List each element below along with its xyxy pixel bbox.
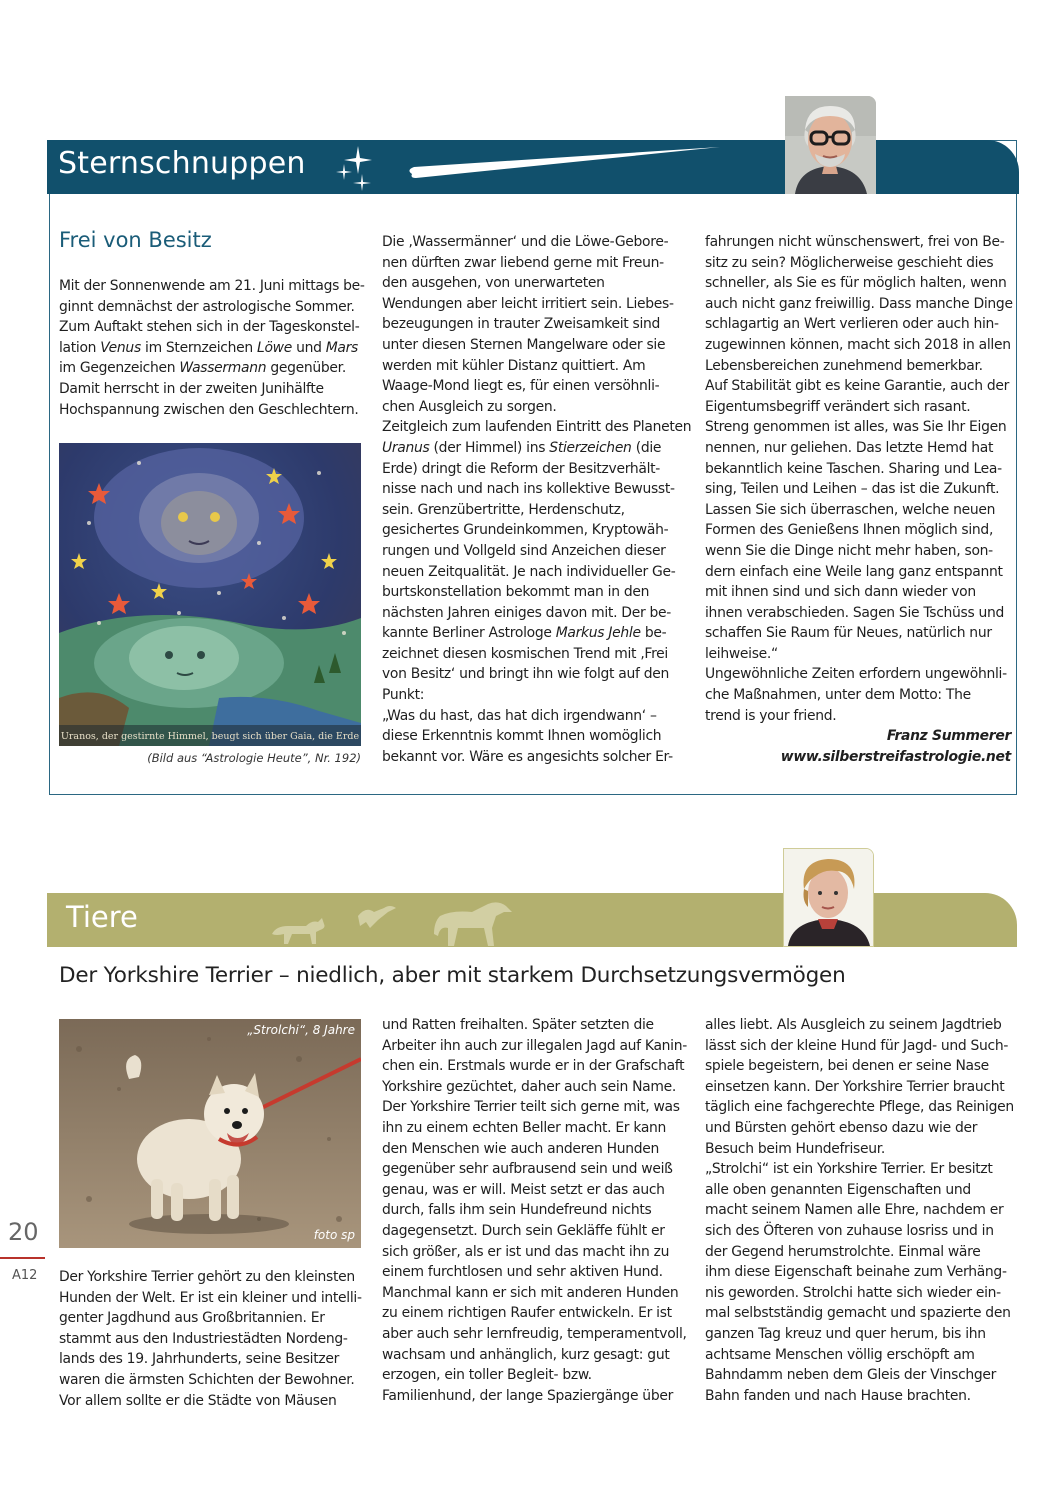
animals-article-heading: Der Yorkshire Terrier – niedlich, aber mit starkem Durchsetzungsvermögen (59, 963, 846, 988)
text-line: waren die ärmsten Schichten der Bewohner. (59, 1371, 355, 1388)
text-line: Waage-Mond liegt es, für einen versöhnli- (382, 378, 660, 395)
text-line: lässt sich der kleine Hund für Jagd- und Such- (705, 1037, 1009, 1054)
text-line: Hochspannung zwischen den Geschlechtern. (59, 401, 359, 418)
text-line: Lassen Sie sich überraschen, welche neuen (705, 501, 996, 518)
animal-author-portrait-photo (783, 848, 874, 947)
page-number: 20 (8, 1218, 39, 1246)
text-line: schaffen Sie Raum für Neues, natürlich nur (705, 625, 992, 642)
text-line: bekanntlich keine Taschen. Sharing und Lea- (705, 460, 1002, 477)
author-portrait-photo (785, 96, 876, 194)
text-line: und Bürsten gehört ebenso dazu wie der (705, 1119, 978, 1136)
text-line: nen dürften zwar liebend gerne mit Freun- (382, 254, 664, 271)
text-line: nennen, nur geliehen. Das letzte Hemd hat (705, 439, 994, 456)
astrology-column-3 (705, 232, 1011, 767)
text-line: Streng genommen ist alles, was Sie Ihr Eigen (705, 419, 1007, 436)
text-line: einsetzen kann. Der Yorkshire Terrier braucht (705, 1078, 1005, 1095)
animals-column-3 (705, 1015, 1014, 1406)
text-line: einem furchtlosen und sehr aktiven Hund. (382, 1264, 663, 1281)
text-line: Eigentumsbegriff verändert sich rasant. (705, 398, 971, 415)
text-line: bezeugungen in trauter Zweisamkeit sind (382, 316, 661, 333)
text-line: chen ein. Erstmals wurde er in der Grafschaft (382, 1058, 685, 1075)
text-line: achtsame Menschen völlig erschöpft am (705, 1346, 975, 1363)
yorkshire-terrier-photo (59, 1019, 361, 1248)
text-line: Bahn fanden und nach Hause brachten. (705, 1387, 971, 1404)
sparkle-stars-icon (330, 144, 380, 192)
text-line: lation Venus im Sternzeichen Löwe und Mars (59, 339, 358, 356)
text-line: chen Ausgleich zu sorgen. (382, 398, 557, 415)
text-line: werden mit kühler Distanz quittiert. Am (382, 357, 646, 374)
text-line: Besuch beim Hundefriseur. (705, 1140, 885, 1157)
painting-caption: Uranos, der gestirnte Himmel, beugt sich über Gaia, die Erde (60, 731, 360, 742)
text-line: „Was du hast, das hat dich irgendwann‘ – (382, 707, 657, 724)
text-line: der Gegend herumstrolchte. Einmal wäre (705, 1243, 981, 1260)
text-line: bekannt vor. Wäre es angesichts solcher Er- (382, 748, 673, 765)
author-website: www.silberstreifastrologie.net (780, 748, 1011, 765)
text-line: Der Yorkshire Terrier gehört zu den kleinsten (59, 1269, 355, 1285)
text-line: ihn zu einem echten Beller macht. Er kann (382, 1119, 667, 1136)
text-line: „Strolchi“ ist ein Yorkshire Terrier. Er besitzt (705, 1161, 993, 1178)
text-line: den Menschen wie auch anderen Hunden (382, 1140, 659, 1157)
astrology-intro-text (59, 276, 365, 420)
text-line: diese Erkenntnis kommt Ihnen womöglich (382, 728, 662, 745)
text-line: Manchmal kann er sich mit anderen Hunden (382, 1284, 679, 1301)
text-line: fahrungen nicht wünschenswert, frei von Be- (705, 234, 1005, 250)
text-line: lands des 19. Jahrhunderts, seine Besitzer (59, 1351, 340, 1368)
text-line: und Ratten freihalten. Später setzten die (382, 1017, 654, 1033)
text-line: genau, was er will. Meist setzt er das auch (382, 1181, 665, 1198)
text-line: mal selbstständig gemacht und spazierte den (705, 1305, 1011, 1322)
text-line: wenn Sie die Dinge nicht mehr haben, son- (705, 542, 993, 559)
text-line: sein. Grenzübertritte, Herdenschutz, (382, 501, 625, 518)
uranos-gaia-painting (59, 443, 361, 746)
text-line: spiele begeistern, bei denen er seine Nase (705, 1058, 989, 1075)
text-line: Wendungen aber leicht irritiert sein. Liebes- (382, 295, 674, 312)
page-number-divider (0, 1257, 45, 1259)
text-line: schlagartig an Wert verlieren oder auch hin- (705, 316, 999, 333)
text-line: alle oben genannten Eigenschaften und (705, 1181, 971, 1198)
astrology-column-2 (382, 232, 692, 767)
text-line: Yorkshire gezüchtet, daher auch sein Name. (382, 1078, 676, 1095)
text-line: rungen und Vollgeld sind Anzeichen dieser (382, 542, 666, 559)
text-line: che Maßnahmen, unter dem Motto: The (705, 687, 971, 704)
text-line: genter Jagdhund aus Großbritannien. Er (59, 1310, 325, 1327)
text-line: Bahndamm neben dem Gleis der Vinschger (705, 1367, 997, 1384)
text-line: ihm diese Eigenschaft beinahe zum Verhäng- (705, 1264, 1007, 1281)
text-line: zugewinnen können, macht sich 2018 in allen (705, 336, 1011, 353)
text-line: Zeitgleich zum laufenden Eintritt des Planeten (382, 419, 692, 436)
text-line: neuen Zeitqualität. Je nach individueller Ge- (382, 563, 676, 580)
text-line: Punkt: (382, 687, 425, 704)
text-line: kannte Berliner Astrologe Markus Jehle be- (382, 625, 667, 642)
text-line: Mit der Sonnenwende am 21. Juni mittags be- (59, 278, 365, 294)
text-line: Formen des Genießens Ihnen möglich sind, (705, 522, 994, 539)
text-line: den ausgehen, von unerwarteten (382, 275, 605, 292)
text-line: sitz zu sein? Möglicherweise geschieht dies (705, 254, 994, 271)
astrology-banner-title: Sternschnuppen (58, 146, 306, 181)
text-line: Zum Auftakt stehen sich in der Tageskonstel- (59, 319, 360, 336)
text-line: nis geworden. Strolchi hatte sich wieder ein- (705, 1284, 1001, 1301)
text-line: erzogen, ein toller Begleit- bzw. (382, 1367, 592, 1384)
shooting-star-streak-icon (404, 144, 724, 184)
image-credit: (Bild aus “Astrologie Heute”, Nr. 192) (147, 751, 361, 765)
text-line: schneller, als Sie es für möglich halten, wenn (705, 275, 1007, 292)
text-line: zeichnet diesen kosmischen Trend mit ‚Frei (382, 645, 668, 662)
text-line: burtskonstellation bekommt man in den (382, 584, 650, 601)
text-line: täglich eine fachgerechte Pflege, das Reinigen (705, 1099, 1014, 1116)
animals-column-2 (382, 1015, 687, 1406)
text-line: wachsam und anhänglich, kurz gesagt: gut (382, 1346, 670, 1363)
dog-photo-caption: „Strolchi“, 8 Jahre (247, 1023, 355, 1037)
text-line: Der Yorkshire Terrier teilt sich gerne mit, was (382, 1099, 680, 1116)
text-line: durch, falls ihm sein Hundefreund nichts (382, 1202, 652, 1219)
text-line: Lebensbereichen zunehmend bemerkbar. (705, 357, 983, 374)
text-line: dern einfach eine Weile lang ganz entspannt (705, 563, 1003, 580)
animals-banner-title: Tiere (66, 900, 138, 934)
text-line: Arbeiter ihn auch zur illegalen Jagd auf Kanin- (382, 1037, 687, 1054)
text-line: Uranus (der Himmel) ins Stierzeichen (die (382, 439, 662, 456)
text-line: nächsten Jahren einiges davon mit. Der be- (382, 604, 671, 621)
text-line: sich größer, als er ist und das macht ihn zu (382, 1243, 670, 1260)
text-line: dagegensetzt. Durch sein Gekläffe fühlt er (382, 1222, 665, 1239)
text-line: zu einem richtigen Raufer entwickeln. Er ist (382, 1305, 672, 1322)
text-line: alles liebt. Als Ausgleich zu seinem Jagdtrieb (705, 1017, 1002, 1033)
page-code: A12 (12, 1268, 38, 1283)
text-line: Familienhund, der lange Spaziergänge über (382, 1387, 673, 1404)
text-line: Hunden der Welt. Er ist ein kleiner und intelli- (59, 1289, 362, 1306)
text-line: auch nicht ganz freiwillig. Dass manche Dinge (705, 295, 1013, 312)
text-line: Die ‚Wassermänner‘ und die Löwe-Gebore- (382, 234, 669, 250)
text-line: sich des Öfteren von zuhause losriss und in (705, 1222, 994, 1239)
text-line: ginnt demnächst der astrologische Sommer. (59, 298, 355, 315)
dog-photo-credit: foto sp (313, 1228, 355, 1242)
text-line: von Besitz‘ und bringt ihn wie folgt auf den (382, 666, 669, 683)
text-line: macht seinem Namen alle Ehre, nachdem er (705, 1202, 1004, 1219)
text-line: Vor allem sollte er die Städte von Mäusen (59, 1392, 337, 1409)
text-line: nisse nach und nach ins kollektive Bewusst- (382, 481, 675, 498)
text-line: Damit herrscht in der zweiten Junihälfte (59, 380, 324, 397)
text-line: unter diesen Sternen Mangelware oder sie (382, 336, 666, 353)
astrology-article-heading: Frei von Besitz (59, 228, 212, 252)
text-line: trend is your friend. (705, 707, 837, 724)
text-line: gesichertes Grundeinkommen, Kryptowäh- (382, 522, 669, 539)
text-line: ganzen Tag kreuz und quer herum, bis ihn (705, 1325, 986, 1342)
text-line: im Gegenzeichen Wassermann gegenüber. (59, 360, 346, 377)
text-line: Ungewöhnliche Zeiten erfordern ungewöhnli- (705, 666, 1007, 683)
text-line: stammt aus den Industriestädten Nordeng- (59, 1330, 348, 1347)
text-line: Erde) dringt die Reform der Besitzverhält- (382, 460, 660, 477)
text-line: sing, Teilen und Leihen – das ist die Zukunft. (705, 481, 1000, 498)
animals-column-1 (59, 1267, 361, 1411)
text-line: aber auch sehr lernfreudig, temperamentvoll, (382, 1325, 687, 1342)
text-line: gegenüber sehr aufbrausend sein und weiß (382, 1161, 673, 1178)
text-line: mit ihnen sind und sich dann wieder von (705, 584, 976, 601)
text-line: leihweise.“ (705, 645, 778, 662)
text-line: Auf Stabilität gibt es keine Garantie, auch der (705, 378, 1010, 395)
animal-silhouettes-icon (262, 892, 522, 948)
text-line: ihnen verabschieden. Sagen Sie Tschüss und (705, 604, 1005, 621)
author-name: Franz Summerer (886, 728, 1011, 745)
